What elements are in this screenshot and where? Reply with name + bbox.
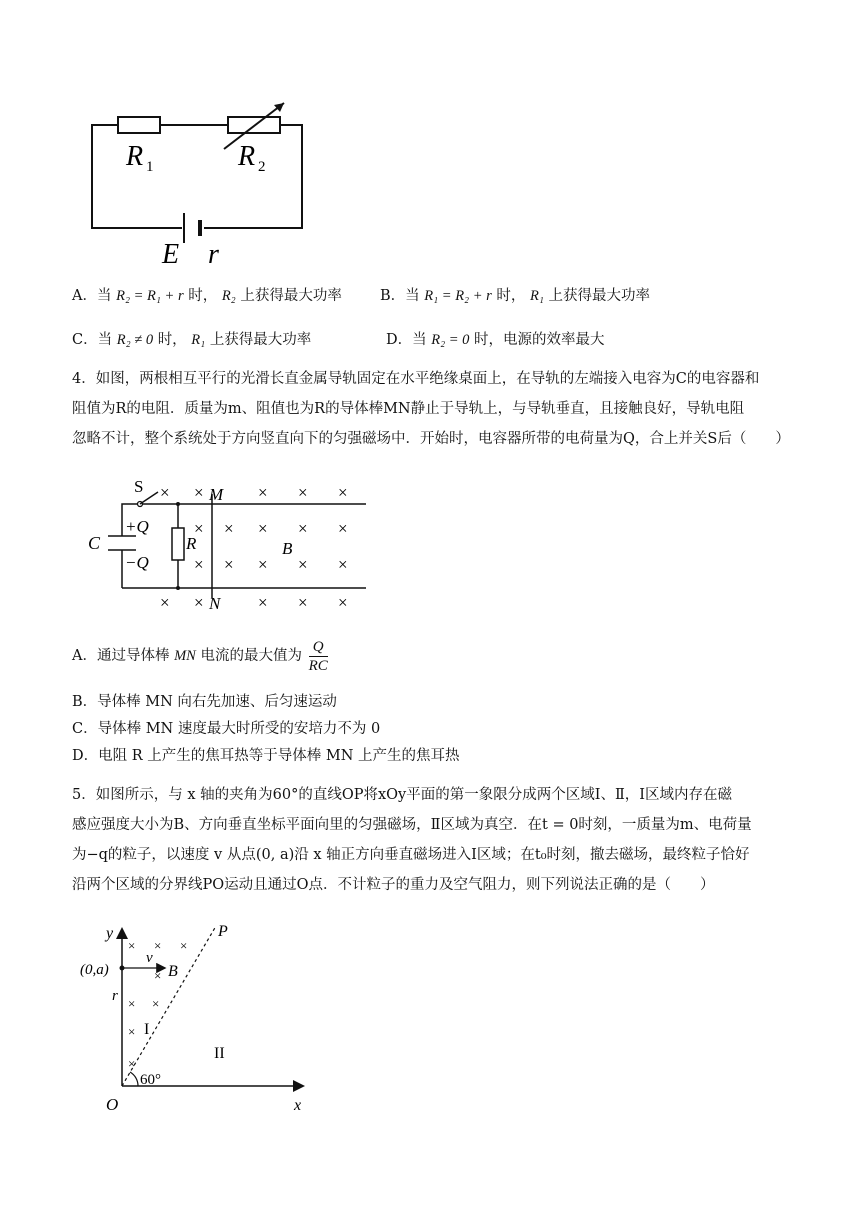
option-c-math2: R₁ xyxy=(191,332,206,348)
label-c: C xyxy=(88,533,101,553)
svg-text:×: × xyxy=(194,519,204,538)
svg-text:×: × xyxy=(154,938,162,953)
option-b-math2: R₁ xyxy=(530,288,544,304)
svg-text:×: × xyxy=(338,593,348,611)
q4-stem-line1: 4．如图，两根相互平行的光滑长直金属导轨固定在水平绝缘桌面上，在导轨的左端接入电容为C的电容器和 xyxy=(72,371,760,387)
svg-text:×: × xyxy=(152,996,160,1011)
option-a-rest: 上获得最大功率 xyxy=(240,288,342,304)
fraction-numerator: Q xyxy=(309,638,328,657)
q4-option-a-mn: MN xyxy=(174,648,196,664)
svg-text:×: × xyxy=(298,519,308,538)
option-c-math: R₂ ≠ 0 xyxy=(116,332,154,348)
svg-text:×: × xyxy=(180,938,188,953)
label-angle: 60° xyxy=(140,1072,161,1088)
q4-option-b: B．导体棒 MN 向右先加速、后匀速运动 xyxy=(72,694,337,710)
q3-option-a xyxy=(72,286,342,306)
label-y: y xyxy=(106,925,114,942)
label-plus-q: +Q xyxy=(125,517,149,536)
svg-text:×: × xyxy=(160,593,170,611)
svg-text:×: × xyxy=(298,593,308,611)
q4-option-a-pre: A．通过导体棒 xyxy=(72,648,170,664)
option-d-rest: 时，电源的效率最大 xyxy=(474,332,605,348)
option-a-math: R₂ = R₁ + r xyxy=(116,288,184,304)
svg-text:×: × xyxy=(338,519,348,538)
q4-option-d: D．电阻 R 上产生的焦耳热等于导体棒 MN 上产生的焦耳热 xyxy=(72,748,460,764)
svg-text:×: × xyxy=(298,555,308,574)
option-b-rest: 上获得最大功率 xyxy=(548,288,651,304)
svg-text:×: × xyxy=(194,483,204,502)
option-c-label: C．当 xyxy=(72,332,113,348)
svg-text:×: × xyxy=(128,1056,136,1071)
svg-text:×: × xyxy=(194,555,204,574)
q3-option-c xyxy=(72,330,311,350)
label-minus-q: −Q xyxy=(125,553,149,572)
q5-stem-line2: 感应强度大小为B、方向垂直坐标平面向里的匀强磁场，Ⅱ区域为真空．在t = 0时刻，一质量为m、电荷量 xyxy=(72,817,752,833)
label-r: r xyxy=(112,988,118,1004)
label-v: v xyxy=(146,950,153,966)
label-m: M xyxy=(209,485,224,504)
q4-option-a xyxy=(72,636,328,676)
label-p: P xyxy=(218,923,228,940)
resistor-r1 xyxy=(118,117,160,133)
label-resistor: R xyxy=(186,534,197,553)
option-c-rest: 上获得最大功率 xyxy=(209,332,312,348)
angle-arc xyxy=(130,1072,138,1086)
label-point: (0,a) xyxy=(80,962,109,978)
q4-option-c: C．导体棒 MN 速度最大时所受的安培力不为 0 xyxy=(72,721,381,737)
label-r2-sub: 2 xyxy=(258,159,266,175)
q3-option-d xyxy=(386,330,605,350)
label-s: S xyxy=(134,477,144,496)
svg-text:×: × xyxy=(194,593,204,611)
label-n: N xyxy=(209,594,221,611)
svg-text:×: × xyxy=(160,483,170,502)
option-a-math2: R₂ xyxy=(221,288,236,304)
resistor-r xyxy=(172,528,184,560)
label-e: E xyxy=(162,239,180,270)
q4-option-a-fraction xyxy=(309,638,328,675)
label-r1: R xyxy=(126,141,144,172)
label-region-2: II xyxy=(214,1045,225,1062)
label-b: B xyxy=(282,539,293,558)
label-r: r xyxy=(208,239,219,270)
option-d-label: D．当 xyxy=(386,332,427,348)
q4-stem xyxy=(72,364,832,454)
svg-text:×: × xyxy=(154,968,162,983)
svg-text:×: × xyxy=(298,483,308,502)
q4-rail-figure xyxy=(84,476,374,611)
svg-text:×: × xyxy=(258,483,268,502)
q5-coordinate-figure xyxy=(76,918,326,1118)
fraction-denominator: RC xyxy=(308,657,328,674)
magnetic-field-crosses xyxy=(128,938,187,1071)
svg-text:×: × xyxy=(224,519,234,538)
option-b-label: B．当 xyxy=(380,288,420,304)
label-o: O xyxy=(106,1095,119,1114)
option-a-label: A．当 xyxy=(72,288,112,304)
option-a-rest-pre: 时， xyxy=(188,288,218,304)
label-x: x xyxy=(294,1097,302,1114)
svg-text:×: × xyxy=(224,555,234,574)
svg-text:×: × xyxy=(338,555,348,574)
svg-text:×: × xyxy=(258,593,268,611)
q3-option-b xyxy=(380,286,650,306)
q4-option-a-mid: 电流的最大值为 xyxy=(200,648,302,664)
q5-stem-line4: 沿两个区域的分界线PO运动且通过O点．不计粒子的重力及空气阻力，则下列说法正确的是（ ） xyxy=(72,877,715,893)
label-r1-sub: 1 xyxy=(146,159,154,175)
option-d-math: R₂ = 0 xyxy=(431,332,470,348)
q4-stem-line2: 阻值为R的电阻．质量为m、阻值也为R的导体棒MN静止于导轨上，与导轨垂直，且接触良好，导轨电阻 xyxy=(72,401,745,417)
q5-stem-line1: 5．如图所示，与 x 轴的夹角为60°的直线OP将xOy平面的第一象限分成两个区域Ⅰ、Ⅱ，Ⅰ区域内存在磁 xyxy=(72,787,733,803)
svg-text:×: × xyxy=(128,1024,136,1039)
svg-text:×: × xyxy=(128,938,136,953)
label-r2: R xyxy=(238,141,256,172)
line-op xyxy=(122,926,216,1086)
svg-text:×: × xyxy=(338,483,348,502)
q3-circuit-figure xyxy=(80,95,320,270)
option-c-rest-pre: 时， xyxy=(157,332,187,348)
svg-text:×: × xyxy=(128,996,136,1011)
q4-stem-line3: 忽略不计，整个系统处于方向竖直向下的匀强磁场中．开始时，电容器所带的电荷量为Q，合上并关S后（ ） xyxy=(72,431,790,447)
q5-stem-line3: 为−q的粒子，以速度 v 从点(0, a)沿 x 轴正方向垂直磁场进入Ⅰ区域；在t₀时刻，撤去磁场，最终粒子恰好 xyxy=(72,847,750,863)
svg-text:×: × xyxy=(258,555,268,574)
option-b-rest-pre: 时， xyxy=(496,288,526,304)
label-b: B xyxy=(168,963,178,980)
q5-stem xyxy=(72,780,832,900)
svg-text:×: × xyxy=(258,519,268,538)
option-b-math: R₁ = R₂ + r xyxy=(424,288,492,304)
label-region-1: I xyxy=(144,1021,150,1038)
